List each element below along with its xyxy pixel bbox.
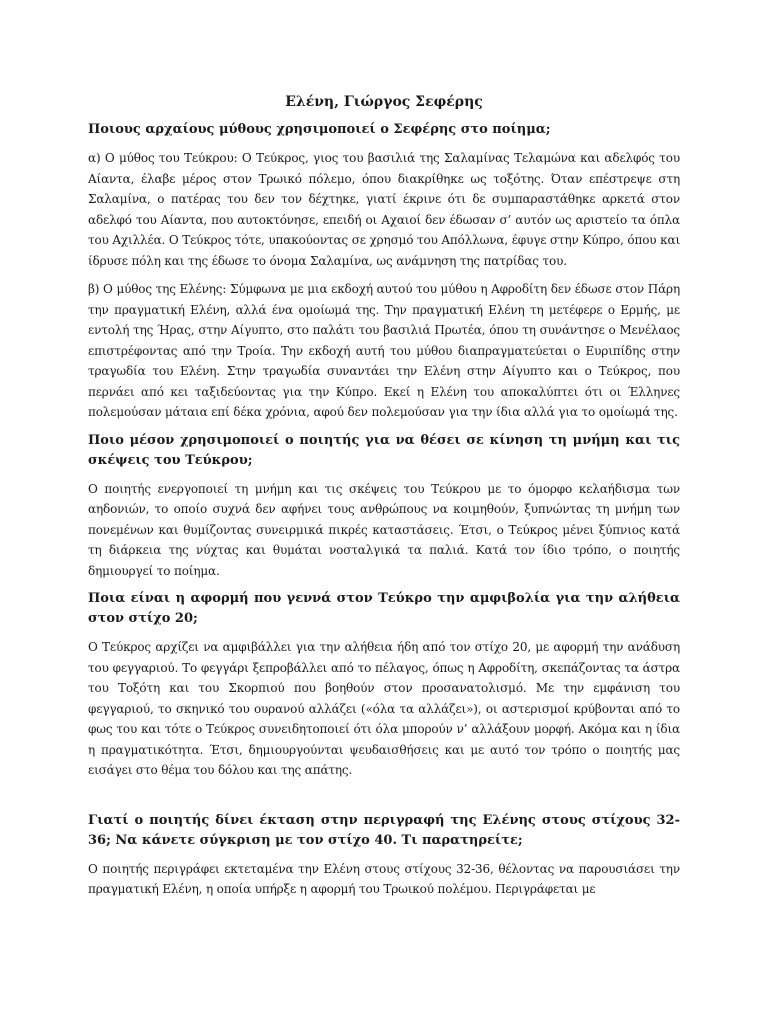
section-spacer — [88, 789, 680, 811]
section-question-3: Ποια είναι η αφορμή που γεννά στον Τεύκρο την αμφιβολία για την αλήθεια στον στίχο 20; — [88, 591, 680, 626]
section-2-paragraph-1: Ο ποιητής ενεργοποιεί τη μνήμη και τις σκέψεις του Τεύκρου με το όμορφο κελαήδισμα των αηδονιών, το οποίο συχνά δεν αφήνει τους ανθρώπους να κοιμηθούν, ξυπνώντας τη μνήμη των πονεμένων και θυμίζοντας συνειρμικά πικρές καταστάσεις. Έτσι, ο Τεύκρος μένει ξύπνιος κατά τη διάρκεια της νύχτας και θυμάται νοσταλγικά τα παλιά. Κατά τον ίδιο τρόπο, ο ποιητής δημιουργεί το ποίημα. — [88, 481, 680, 578]
section-3-paragraph-1: Ο Τεύκρος αρχίζει να αμφιβάλλει για την αλήθεια ήδη από τον στίχο 20, με αφορμή την ανάδυση του φεγγαριού. Το φεγγάρι ξεπροβάλλει από το πέλαγος, όπως η Αφροδίτη, σκεπάζοντας τα άστρα του Τοξότη και του Σκορπιού που βοηθούν στον προσανατολισμό. Με την εμφάνιση του φεγγαριού, το σκηνικό του ουρανού αλλάζει («όλα τα αλλάζει»), οι αστερισμοί κρύβονται από το φως του και τότε ο Τεύκρος συνειδητοποιεί ότι όλα μπορούν ν’ αλλάξουν μορφή. Ακόμα και η ίδια η πραγματικότητα. Έτσι, δημιουργούνται ψευδαισθήσεις και με αυτό τον τρόπο ο ποιητής μας εισάγει στο θέμα του δόλου και της απάτης. — [88, 640, 680, 777]
section-4-paragraph-1: Ο ποιητής περιγράφει εκτεταμένα την Ελένη στους στίχους 32-36, θέλοντας να παρουσιάσει την πραγματική Ελένη, η οποία υπήρξε η αφορμή του Τρωικού πολέμου. Περιγράφεται με — [88, 861, 680, 896]
section-question-1: Ποιους αρχαίους μύθους χρησιμοποιεί ο Σεφέρης στο ποίημα; — [88, 122, 551, 137]
section-1-paragraph-2: β) Ο μύθος της Ελένης: Σύμφωνα με μια εκδοχή αυτού του μύθου η Αφροδίτη δεν έδωσε στον Πάρη την πραγματική Ελένη, αλλά ένα ομοίωμά της. Την πραγματική Ελένη τη μετέφερε ο Ερμής, με εντολή της Ήρας, στην Αίγυπτο, στο παλάτι του βασιλιά Πρωτέα, όπου τη συνάντησε ο Μενέλαος επιστρέφοντας από την Τροία. Την εκδοχή αυτή του μύθου διαπραγματεύεται ο Ευριπίδης στην τραγωδία του Ελένη. Στην τραγωδία συναντάει την Ελένη στην Αίγυπτο και ο Τεύκρος, που περνάει από κει ταξιδεύοντας για την Κύπρο. Εκεί η Ελένη του αποκαλύπτει ότι οι Έλληνες πολεμούσαν μάταια επί δέκα χρόνια, αφού δεν πολεμούσαν για την ίδια αλλά για το ομοίωμά της. — [88, 282, 680, 419]
document-page — [88, 92, 680, 908]
section-1-paragraph-1: α) Ο μύθος του Τεύκρου: Ο Τεύκρος, γιος του βασιλιά της Σαλαμίνας Τελαμώνα και αδελφός του Αίαντα, έλαβε μέρος στον Τρωικό πόλεμο, όπου διακρίθηκε ως τοξότης. Όταν επέστρεψε στη Σαλαμίνα, ο πατέρας του δεν τον δέχτηκε, γιατί έκρινε ότι δε συμπαραστάθηκε αρκετά στον αδελφό του Αίαντα, που αυτοκτόνησε, επειδή οι Αχαιοί δεν έδωσαν σ’ αυτόν ως αριστείο τα όπλα του Αχιλλέα. Ο Τεύκρος τότε, υπακούοντας σε χρησμό του Απόλλωνα, έφυγε στην Κύπρο, όπου και ίδρυσε πόλη και της έδωσε το όνομα Σαλαμίνα, ως ανάμνηση της πατρίδας του. — [88, 151, 680, 268]
section-question-2: Ποιο μέσον χρησιμοποιεί ο ποιητής για να θέσει σε κίνηση τη μνήμη και τις σκέψεις του Τεύκρου; — [88, 432, 680, 468]
document-title: Ελένη, Γιώργος Σεφέρης — [285, 94, 483, 110]
section-question-4: Γιατί ο ποιητής δίνει έκταση στην περιγραφή της Ελένης στους στίχους 32-36; Να κάνετε σύγκριση με τον στίχο 40. Τι παρατηρείτε; — [88, 812, 680, 848]
